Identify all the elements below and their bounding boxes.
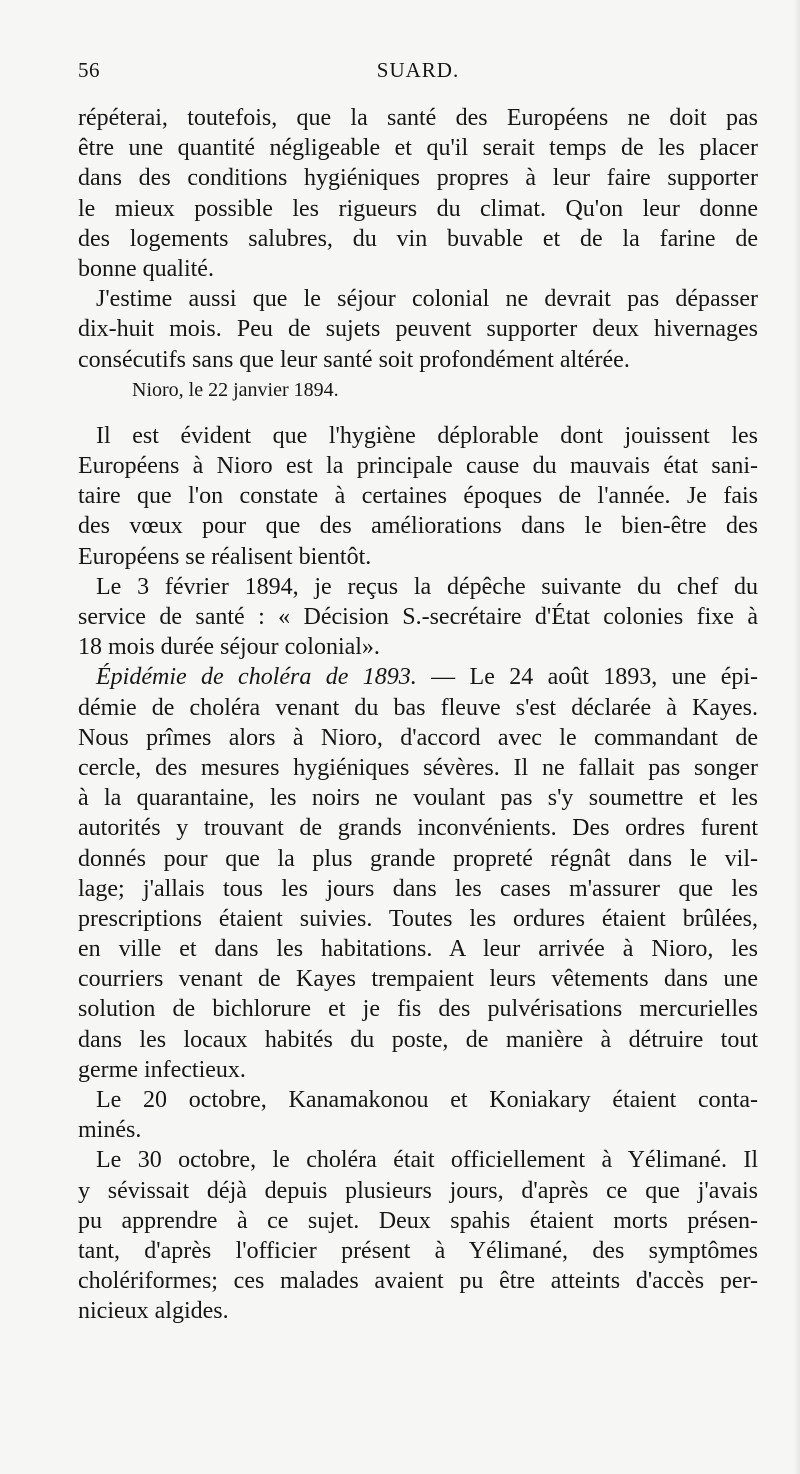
text-line: lage; j'allais tous les jours dans les cases m'assurer que les xyxy=(78,875,758,902)
text-line: solution de bichlorure et je fis des pulvérisations mercurielles xyxy=(78,996,758,1023)
text-line: pu apprendre à ce sujet. Deux spahis étaient morts présen- xyxy=(78,1207,758,1234)
text-line xyxy=(78,662,758,692)
text-line: germe infectieux. xyxy=(78,1056,246,1083)
text-line: en ville et dans les habitations. A leur arrivée à Nioro, les xyxy=(78,936,758,963)
text-line: à la quarantaine, les noirs ne voulant pas s'y soumettre et les xyxy=(78,785,758,812)
text-line: Le 30 octobre, le choléra était officiellement à Yélimané. Il xyxy=(96,1147,758,1174)
text-line: le mieux possible les rigueurs du climat. Qu'on leur donne xyxy=(78,195,758,222)
text-line: Nous prîmes alors à Nioro, d'accord avec le commandant de xyxy=(78,724,758,751)
page-header xyxy=(78,58,758,92)
text-line: dans des conditions hygiéniques propres à leur faire supporter xyxy=(78,165,758,192)
text-line: des vœux pour que des améliorations dans le bien-être des xyxy=(78,513,758,540)
body-text xyxy=(78,103,758,1327)
text-line: bonne qualité. xyxy=(78,255,214,282)
text-line: autorités y trouvant de grands inconvénients. Des ordres furent xyxy=(78,815,758,842)
text-line: minés. xyxy=(78,1117,142,1144)
text-line: répéterai, toutefois, que la santé des Européens ne doit pas xyxy=(78,105,758,131)
text-line: Le 3 février 1894, je reçus la dépêche suivante du chef du xyxy=(96,573,758,600)
text-line: cholériformes; ces malades avaient pu être atteints d'accès per- xyxy=(78,1268,758,1295)
page-edge-shadow xyxy=(794,0,800,1474)
text-line: être une quantité négligeable et qu'il serait temps de les placer xyxy=(78,135,758,162)
text-line: Le 20 octobre, Kanamakonou et Koniakary étaient conta- xyxy=(96,1087,758,1113)
text-line: taire que l'on constate à certaines époques de l'année. Je fais xyxy=(78,483,758,510)
text-line: Européens se réalisent bientôt. xyxy=(78,543,372,570)
paragraph-gap xyxy=(78,405,758,421)
text-line: Il est évident que l'hygiène déplorable dont jouissent les xyxy=(96,422,758,449)
text-line: cercle, des mesures hygiéniques sévères. Il ne fallait pas songer xyxy=(78,754,758,781)
text-line: prescriptions étaient suivies. Toutes les ordures étaient brûlées, xyxy=(78,905,758,932)
text-line: courriers venant de Kayes trempaient leurs vêtements dans une xyxy=(78,966,758,993)
text-line: J'estime aussi que le séjour colonial ne devrait pas dépasser xyxy=(96,286,758,313)
text-line: dans les locaux habités du poste, de manière à détruire tout xyxy=(78,1026,758,1053)
dateline: Nioro, le 22 janvier 1894. xyxy=(132,378,339,401)
section-lead: — Le 24 août 1893, une épi- xyxy=(431,664,759,691)
text-line: dix-huit mois. Peu de sujets peuvent supporter deux hivernages xyxy=(78,316,758,343)
text-line: y sévissait déjà depuis plusieurs jours, d'après ce que j'avais xyxy=(78,1177,758,1204)
page-number: 56 xyxy=(78,58,100,82)
section-title: Épidémie de choléra de 1893. xyxy=(96,664,417,691)
text-line: démie de choléra venant du bas fleuve s'est déclarée à Kayes. xyxy=(78,694,758,721)
text-line: Européens à Nioro est la principale cause du mauvais état sani- xyxy=(78,453,758,480)
text-line: tant, d'après l'officier présent à Yélimané, des symptômes xyxy=(78,1237,758,1264)
text-line: 18 mois durée séjour colonial». xyxy=(78,634,380,661)
text-line: service de santé : « Décision S.-secrétaire d'État colonies fixe à xyxy=(78,604,758,630)
running-title: SUARD. xyxy=(376,58,460,82)
text-line: nicieux algides. xyxy=(78,1298,229,1325)
text-line: consécutifs sans que leur santé soit profondément altérée. xyxy=(78,346,630,373)
text-line: des logements salubres, du vin buvable et de la farine de xyxy=(78,225,758,252)
text-line: donnés pour que la plus grande propreté régnât dans le vil- xyxy=(78,845,758,872)
